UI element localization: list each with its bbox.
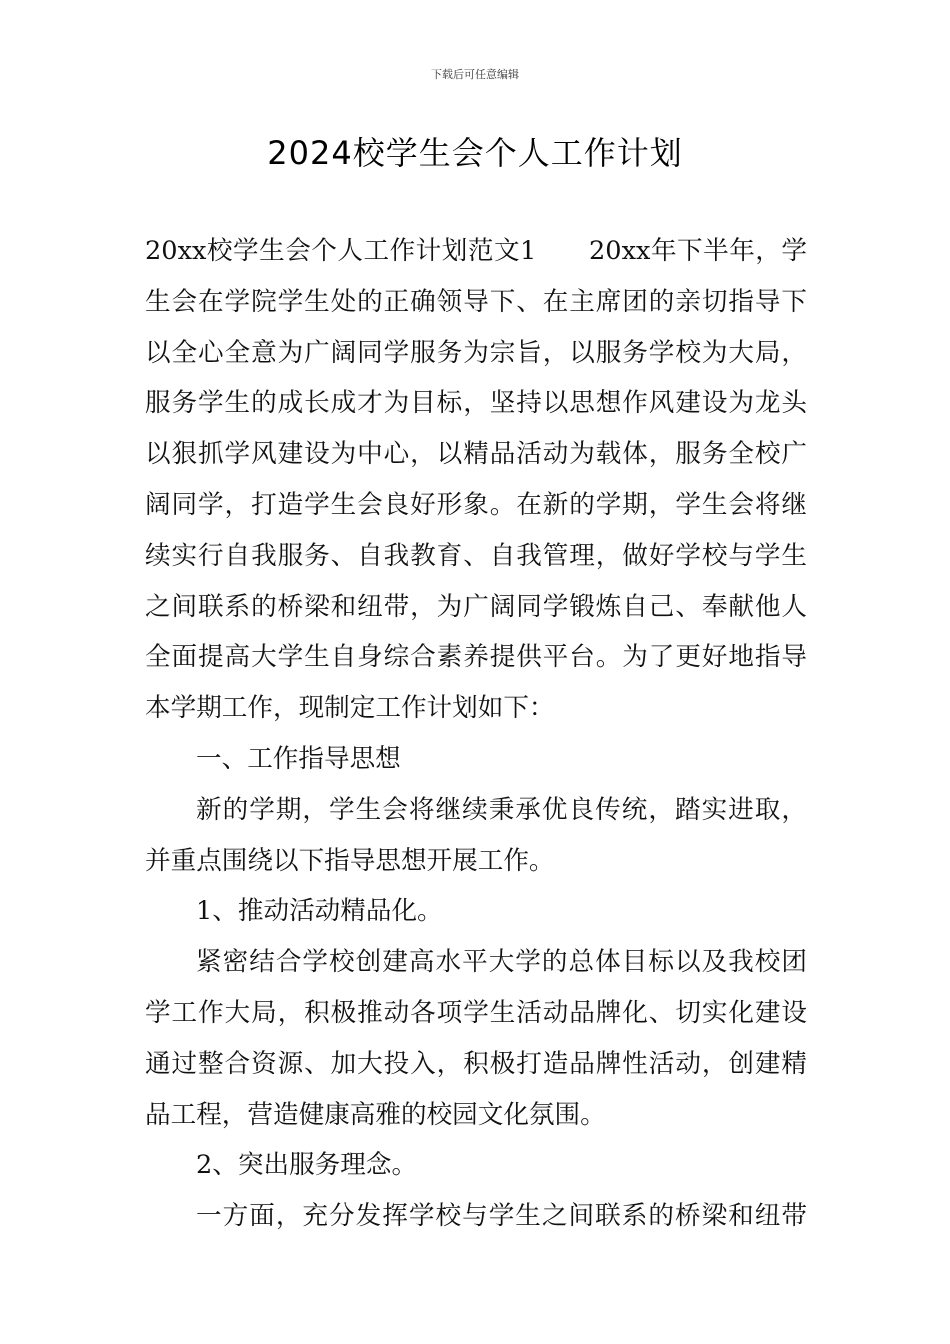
body-text-line: 生会在学院学生处的正确领导下、在主席团的亲切指导下	[145, 286, 807, 317]
body-text-line: 2、突出服务理念。	[196, 1150, 418, 1181]
body-text-line: 之间联系的桥梁和纽带，为广阔同学锻炼自己、奉献他人	[145, 591, 807, 622]
body-text-line: 1、推动活动精品化。	[196, 896, 443, 927]
body-text-line: 续实行自我服务、自我教育、自我管理，做好学校与学生	[145, 540, 807, 571]
body-text-line: 通过整合资源、加大投入，积极打造品牌性活动，创建精	[145, 1048, 807, 1079]
body-text-line: 一方面，充分发挥学校与学生之间联系的桥梁和纽带	[196, 1201, 807, 1232]
body-text-line: 全面提高大学生自身综合素养提供平台。为了更好地指导	[145, 642, 807, 673]
document-body	[145, 226, 807, 1242]
body-text-line: 紧密结合学校创建高水平大学的总体目标以及我校团	[196, 947, 807, 978]
body-text-line: 学工作大局，积极推动各项学生活动品牌化、切实化建设	[145, 997, 807, 1028]
body-text-line: 以全心全意为广阔同学服务为宗旨，以服务学校为大局，	[145, 337, 807, 368]
body-text-line: 阔同学，打造学生会良好形象。在新的学期，学生会将继	[145, 489, 807, 520]
body-text-line: 并重点围绕以下指导思想开展工作。	[145, 845, 555, 876]
body-text-line: 新的学期，学生会将继续秉承优良传统，踏实进取，	[196, 794, 807, 825]
body-text-line: 20xx校学生会个人工作计划范文1 20xx年下半年，学	[145, 236, 807, 266]
document-title: 2024校学生会个人工作计划	[267, 134, 683, 172]
body-text-line: 一、工作指导思想	[196, 743, 401, 774]
body-text-line: 服务学生的成长成才为目标，坚持以思想作风建设为龙头	[145, 388, 807, 419]
body-text-line: 品工程，营造健康高雅的校园文化氛围。	[145, 1099, 606, 1130]
body-text-line: 以狠抓学风建设为中心，以精品活动为载体，服务全校广	[145, 439, 807, 470]
page-header-note: 下载后可任意编辑	[431, 68, 519, 81]
body-text-line: 本学期工作，现制定工作计划如下：	[145, 693, 555, 724]
